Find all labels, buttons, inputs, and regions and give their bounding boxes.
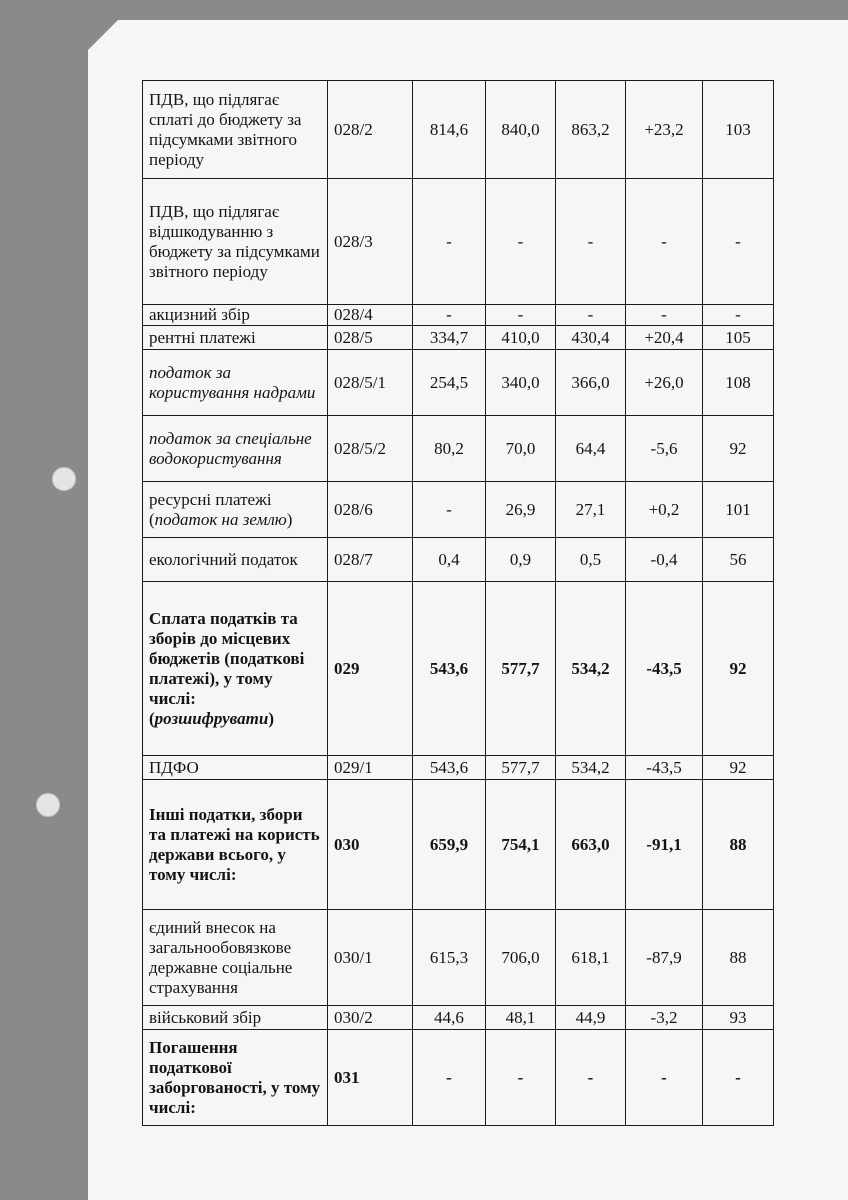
cell-diff: - bbox=[626, 1030, 703, 1126]
cell-col2: 340,0 bbox=[486, 350, 556, 416]
punch-hole-upper bbox=[52, 467, 76, 491]
cell-pct: 56 bbox=[703, 538, 774, 582]
cell-col1: 814,6 bbox=[413, 81, 486, 179]
cell-col3: 863,2 bbox=[556, 81, 626, 179]
cell-col1: 334,7 bbox=[413, 326, 486, 350]
cell-pct: - bbox=[703, 179, 774, 305]
cell-diff: -0,4 bbox=[626, 538, 703, 582]
cell-col3: 0,5 bbox=[556, 538, 626, 582]
cell-pct: 92 bbox=[703, 416, 774, 482]
cell-col3: - bbox=[556, 179, 626, 305]
cell-diff: -3,2 bbox=[626, 1006, 703, 1030]
cell-col1: - bbox=[413, 179, 486, 305]
cell-col1: - bbox=[413, 1030, 486, 1126]
cell-col3: 430,4 bbox=[556, 326, 626, 350]
row-code: 028/6 bbox=[328, 482, 413, 538]
cell-pct: 88 bbox=[703, 780, 774, 910]
table-row bbox=[143, 538, 774, 582]
cell-pct: 108 bbox=[703, 350, 774, 416]
row-label: податок за користування надрами bbox=[143, 350, 328, 416]
row-code: 030 bbox=[328, 780, 413, 910]
cell-pct: - bbox=[703, 305, 774, 326]
label-text-end: ) bbox=[268, 708, 275, 728]
cell-col2: 840,0 bbox=[486, 81, 556, 179]
table-row bbox=[143, 81, 774, 179]
cell-col1: 659,9 bbox=[413, 780, 486, 910]
cell-col2: - bbox=[486, 179, 556, 305]
cell-pct: 92 bbox=[703, 756, 774, 780]
cell-col3: 663,0 bbox=[556, 780, 626, 910]
cell-col3: 64,4 bbox=[556, 416, 626, 482]
cell-col3: 366,0 bbox=[556, 350, 626, 416]
cell-pct: 93 bbox=[703, 1006, 774, 1030]
row-label: податок за спеціальне водокористування bbox=[143, 416, 328, 482]
row-label: екологічний податок bbox=[143, 538, 328, 582]
cell-col3: 534,2 bbox=[556, 756, 626, 780]
cell-col2: 577,7 bbox=[486, 582, 556, 756]
row-code: 028/3 bbox=[328, 179, 413, 305]
row-label: рентні платежі bbox=[143, 326, 328, 350]
label-italic-text: податок на землю bbox=[154, 509, 287, 529]
cell-diff: - bbox=[626, 179, 703, 305]
label-italic-text: розшифрувати bbox=[154, 708, 269, 728]
cell-col1: 254,5 bbox=[413, 350, 486, 416]
row-code: 031 bbox=[328, 1030, 413, 1126]
punch-hole-lower bbox=[36, 793, 60, 817]
cell-diff: -87,9 bbox=[626, 910, 703, 1006]
cell-col1: - bbox=[413, 305, 486, 326]
tax-payments-table bbox=[142, 80, 774, 1126]
cell-pct: 92 bbox=[703, 582, 774, 756]
table-row bbox=[143, 1006, 774, 1030]
cell-col3: 618,1 bbox=[556, 910, 626, 1006]
label-text-end: ) bbox=[286, 509, 293, 529]
row-code: 028/5/1 bbox=[328, 350, 413, 416]
cell-diff: -91,1 bbox=[626, 780, 703, 910]
table-row bbox=[143, 326, 774, 350]
table-row bbox=[143, 756, 774, 780]
cell-col2: 410,0 bbox=[486, 326, 556, 350]
table-row bbox=[143, 416, 774, 482]
cell-col1: 44,6 bbox=[413, 1006, 486, 1030]
label-text: Сплата податків та зборів до місцевих бюджетів (податкові платежі), у тому числі: ( bbox=[149, 608, 305, 728]
cell-diff: +0,2 bbox=[626, 482, 703, 538]
row-code: 028/2 bbox=[328, 81, 413, 179]
table-row bbox=[143, 582, 774, 756]
cell-col2: 48,1 bbox=[486, 1006, 556, 1030]
table-row bbox=[143, 1030, 774, 1126]
row-code: 028/5/2 bbox=[328, 416, 413, 482]
row-label: ПДВ, що підлягає відшкодуванню з бюджету за підсумками звітного періоду bbox=[143, 179, 328, 305]
cell-col3: 534,2 bbox=[556, 582, 626, 756]
row-code: 030/2 bbox=[328, 1006, 413, 1030]
row-label: акцизний збір bbox=[143, 305, 328, 326]
cell-col2: 754,1 bbox=[486, 780, 556, 910]
row-label bbox=[143, 582, 328, 756]
cell-col1: 543,6 bbox=[413, 756, 486, 780]
cell-col1: 0,4 bbox=[413, 538, 486, 582]
cell-col2: 26,9 bbox=[486, 482, 556, 538]
cell-pct: 103 bbox=[703, 81, 774, 179]
table-row bbox=[143, 179, 774, 305]
cell-col1: 543,6 bbox=[413, 582, 486, 756]
cell-col3: - bbox=[556, 1030, 626, 1126]
row-code: 029 bbox=[328, 582, 413, 756]
cell-pct: 105 bbox=[703, 326, 774, 350]
cell-col2: 0,9 bbox=[486, 538, 556, 582]
cell-col2: 70,0 bbox=[486, 416, 556, 482]
row-code: 030/1 bbox=[328, 910, 413, 1006]
row-label: єдиний внесок на загальнообовязкове державне соціальне страхування bbox=[143, 910, 328, 1006]
row-code: 028/4 bbox=[328, 305, 413, 326]
cell-col1: 615,3 bbox=[413, 910, 486, 1006]
cell-col2: 577,7 bbox=[486, 756, 556, 780]
row-code: 028/5 bbox=[328, 326, 413, 350]
cell-col3: - bbox=[556, 305, 626, 326]
cell-col1: 80,2 bbox=[413, 416, 486, 482]
row-label: військовий збір bbox=[143, 1006, 328, 1030]
table-row bbox=[143, 780, 774, 910]
table-row bbox=[143, 910, 774, 1006]
cell-col1: - bbox=[413, 482, 486, 538]
row-code: 029/1 bbox=[328, 756, 413, 780]
table-row bbox=[143, 350, 774, 416]
row-label: ПДФО bbox=[143, 756, 328, 780]
cell-diff: +20,4 bbox=[626, 326, 703, 350]
cell-diff: - bbox=[626, 305, 703, 326]
cell-diff: -43,5 bbox=[626, 582, 703, 756]
table-row bbox=[143, 482, 774, 538]
cell-pct: 101 bbox=[703, 482, 774, 538]
cell-col2: 706,0 bbox=[486, 910, 556, 1006]
cell-diff: -43,5 bbox=[626, 756, 703, 780]
row-label: ПДВ, що підлягає сплаті до бюджету за підсумками звітного періоду bbox=[143, 81, 328, 179]
cell-col3: 44,9 bbox=[556, 1006, 626, 1030]
cell-col2: - bbox=[486, 1030, 556, 1126]
row-label bbox=[143, 482, 328, 538]
cell-pct: 88 bbox=[703, 910, 774, 1006]
row-label: Погашення податкової заборгованості, у тому числі: bbox=[143, 1030, 328, 1126]
cell-diff: +23,2 bbox=[626, 81, 703, 179]
cell-diff: -5,6 bbox=[626, 416, 703, 482]
label-text: ресурсні платежі ( bbox=[149, 489, 272, 529]
cell-col2: - bbox=[486, 305, 556, 326]
row-code: 028/7 bbox=[328, 538, 413, 582]
table-row bbox=[143, 305, 774, 326]
cell-diff: +26,0 bbox=[626, 350, 703, 416]
cell-pct: - bbox=[703, 1030, 774, 1126]
row-label: Інші податки, збори та платежі на користь держави всього, у тому числі: bbox=[143, 780, 328, 910]
cell-col3: 27,1 bbox=[556, 482, 626, 538]
